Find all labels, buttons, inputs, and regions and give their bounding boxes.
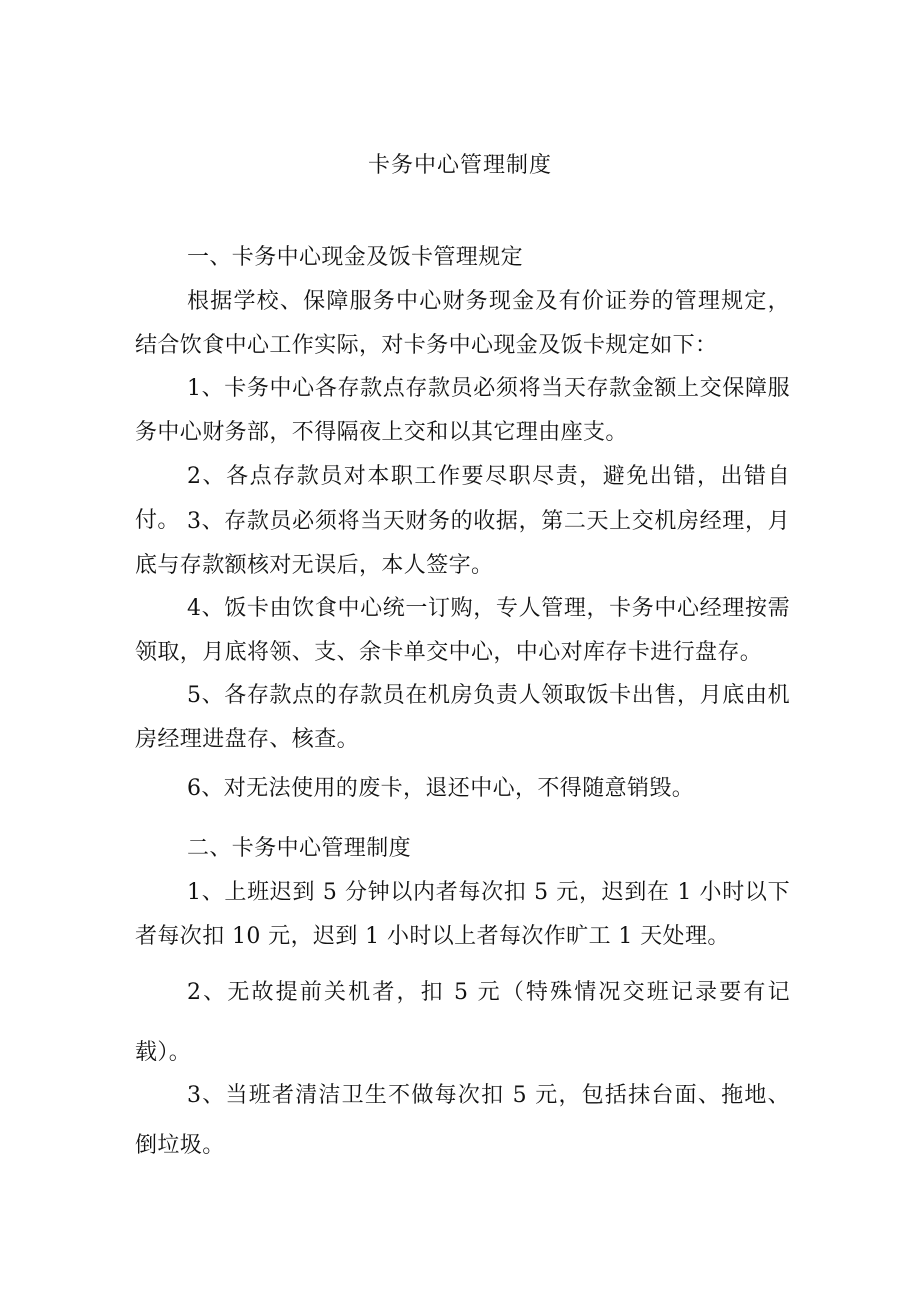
section2-item-2: 2、无故提前关机者，扣 5 元（特殊情况交班记录要有记载）。	[135, 980, 790, 1065]
document-title: 卡务中心管理制度	[367, 153, 552, 178]
section2-item-3: 3、当班者清洁卫生不做每次扣 5 元，包括抹台面、拖地、倒垃圾。	[135, 1083, 790, 1158]
section1-heading: 一、卡务中心现金及饭卡管理规定	[187, 245, 524, 270]
section1-item-5: 5、各存款点的存款员在机房负责人领取饭卡出售，月底由机房经理进盘存、核查。	[135, 683, 790, 752]
section1-item-2: 2、各点存款员对本职工作要尽职尽责，避免出错，出错自付。	[135, 464, 790, 533]
section2-heading: 二、卡务中心管理制度	[187, 836, 412, 861]
section1-item-3: 3、存款员必须将当天财务的收据，第二天上交机房经理，月底与存款额核对无误后，本人签字。	[135, 509, 790, 578]
section2-item-1: 1、上班迟到 5 分钟以内者每次扣 5 元，迟到在 1 小时以下者每次扣 10 元，迟到 1 小时以上者每次作旷工 1 天处理。	[135, 880, 790, 949]
section1-item-1: 1、卡务中心各存款点存款员必须将当天存款金额上交保障服务中心财务部，不得隔夜上交和以其它理由座支。	[135, 376, 790, 445]
section1-item-4: 4、饭卡由饮食中心统一订购，专人管理，卡务中心经理按需领取，月底将领、支、余卡单交中心，中心对库存卡进行盘存。	[135, 596, 790, 665]
section1-item-6: 6、对无法使用的废卡，退还中心，不得随意销毁。	[187, 776, 695, 801]
section1-intro: 根据学校、保障服务中心财务现金及有价证券的管理规定，结合饮食中心工作实际，对卡务中心现金及饭卡规定如下：	[135, 289, 790, 358]
